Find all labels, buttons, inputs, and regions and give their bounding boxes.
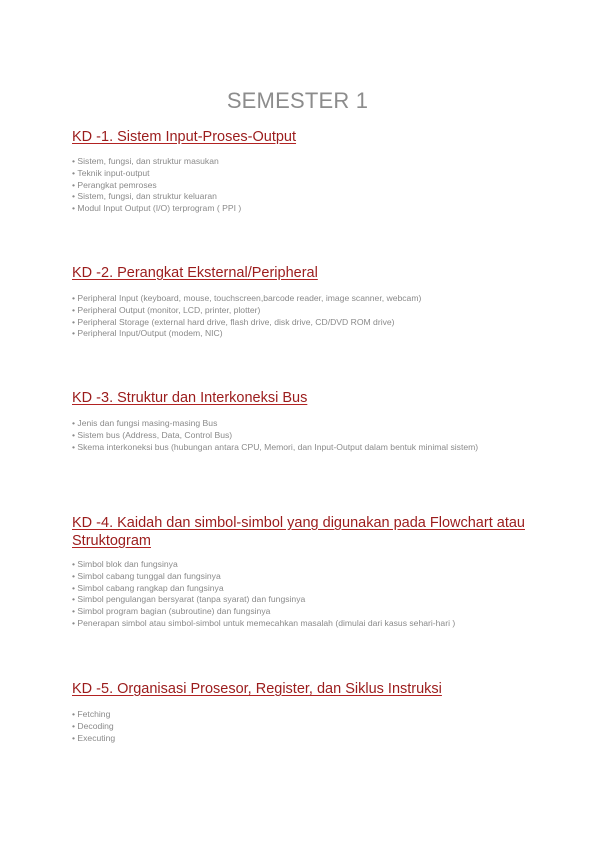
kd-heading-3: KD -3. Struktur dan Interkoneksi Bus	[72, 390, 308, 406]
kd-section-4	[72, 514, 532, 630]
list-item: • Jenis dan fungsi masing-masing Bus	[72, 418, 532, 430]
list-item: • Peripheral Input/Output (modem, NIC)	[72, 328, 532, 340]
kd-section-2	[72, 264, 532, 340]
kd-list-5	[72, 709, 532, 744]
list-item: • Peripheral Output (monitor, LCD, printer, plotter)	[72, 305, 532, 317]
list-item: • Sistem bus (Address, Data, Control Bus)	[72, 430, 532, 442]
list-item: • Sistem, fungsi, dan struktur masukan	[72, 156, 532, 168]
kd-section-1	[72, 128, 532, 215]
list-item: • Penerapan simbol atau simbol-simbol untuk memecahkan masalah (dimulai dari kasus sehari-hari )	[72, 618, 532, 630]
list-item: • Peripheral Input (keyboard, mouse, touchscreen,barcode reader, image scanner, webcam)	[72, 293, 532, 305]
list-item: • Peripheral Storage (external hard drive, flash drive, disk drive, CD/DVD ROM drive)	[72, 317, 532, 329]
list-item: • Simbol cabang rangkap dan fungsinya	[72, 583, 532, 595]
list-item: • Simbol program bagian (subroutine) dan fungsinya	[72, 606, 532, 618]
kd-list-3	[72, 418, 532, 453]
kd-list-4	[72, 559, 532, 630]
list-item: • Skema interkoneksi bus (hubungan antara CPU, Memori, dan Input-Output dalam bentuk minimal sistem)	[72, 442, 532, 454]
kd-heading-4: KD -4. Kaidah dan simbol-simbol yang digunakan pada Flowchart atau Struktogram	[72, 515, 525, 549]
list-item: • Decoding	[72, 721, 532, 733]
list-item: • Simbol cabang tunggal dan fungsinya	[72, 571, 532, 583]
kd-heading-1: KD -1. Sistem Input-Proses-Output	[72, 129, 297, 145]
kd-section-3	[72, 389, 532, 453]
kd-list-1	[72, 156, 532, 215]
list-item: • Executing	[72, 733, 532, 745]
list-item: • Modul Input Output (I/O) terprogram ( PPI )	[72, 203, 532, 215]
kd-heading-2: KD -2. Perangkat Eksternal/Peripheral	[72, 265, 318, 281]
kd-heading-5: KD -5. Organisasi Prosesor, Register, dan Siklus Instruksi	[72, 681, 442, 697]
list-item: • Simbol blok dan fungsinya	[72, 559, 532, 571]
list-item: • Sistem, fungsi, dan struktur keluaran	[72, 191, 532, 203]
list-item: • Fetching	[72, 709, 532, 721]
page-title: SEMESTER 1	[226, 88, 369, 113]
kd-list-2	[72, 293, 532, 340]
list-item: • Simbol pengulangan bersyarat (tanpa syarat) dan fungsinya	[72, 594, 532, 606]
list-item: • Perangkat pemroses	[72, 180, 532, 192]
kd-section-5	[72, 680, 532, 744]
list-item: • Teknik input-output	[72, 168, 532, 180]
